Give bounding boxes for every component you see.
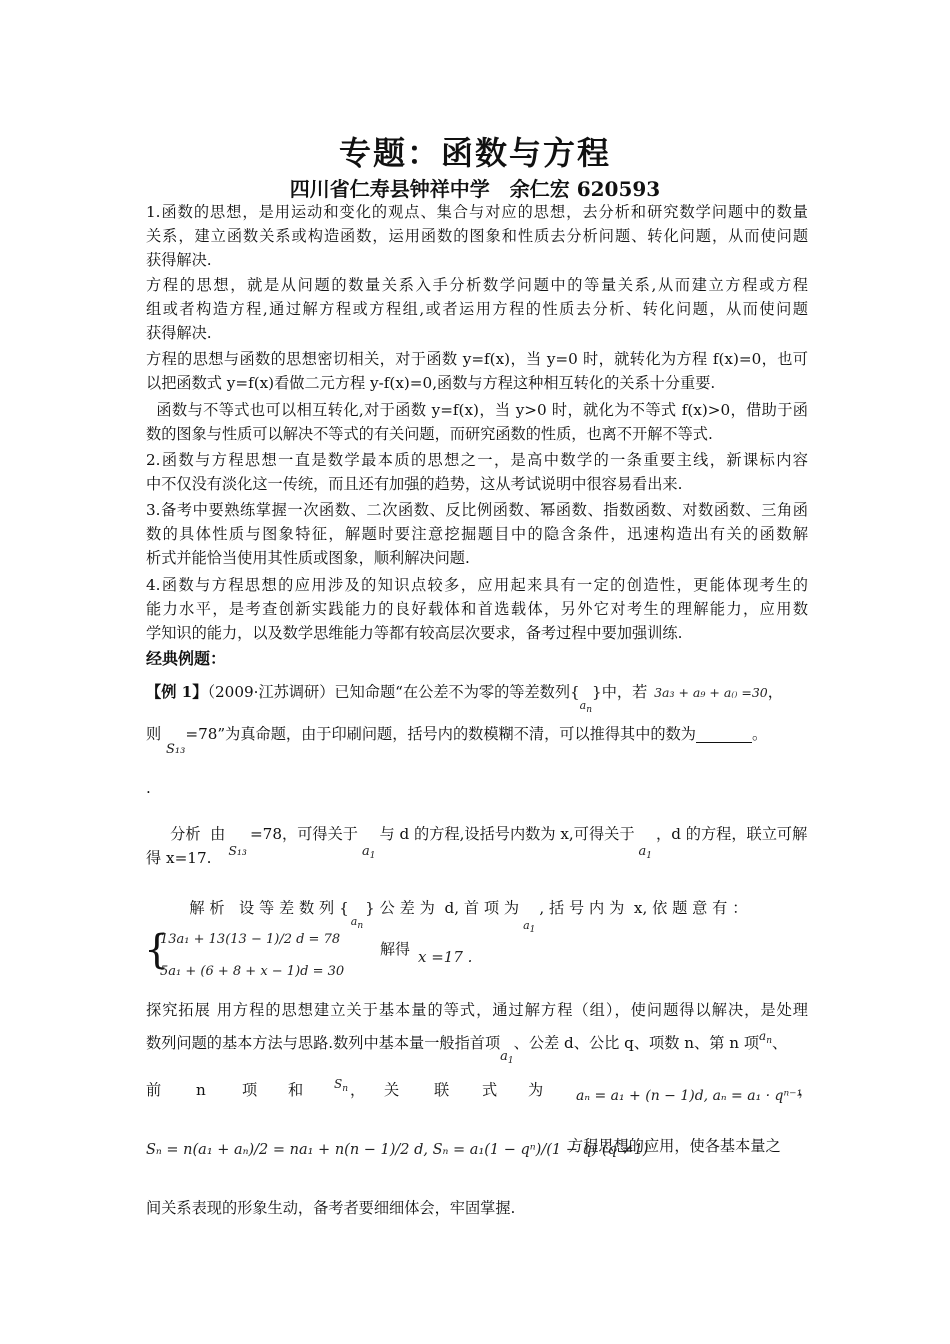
first-term-a1: a1 xyxy=(523,919,536,935)
paragraph-line: 数的图象与性质可以解决不等式的有关问题，而研究函数的性质，也离不开解不等式. xyxy=(146,425,713,443)
sum-formulas: Sₙ = n(a₁ + aₙ)/2 = na₁ + n(n − 1)/2 d, Sₙ = a₁(1 − qⁿ)/(1 − q) (q ≠1) xyxy=(146,1142,649,1158)
explore-text: 式 xyxy=(482,1081,498,1099)
explore-text: 、 xyxy=(772,1034,788,1052)
explore-line-2 xyxy=(146,1024,808,1066)
author-line: 四川省仁寿县钟祥中学 余仁宏 620593 xyxy=(289,177,661,201)
solution-line xyxy=(146,872,808,935)
first-term-a1: $a_1$ xyxy=(500,1049,514,1066)
solve-label: 解得 xyxy=(380,940,411,958)
system-row-2: 5a₁ + (6 + 8 + x − 1)d = 30 xyxy=(160,964,345,979)
sum-s13: S₁₃ xyxy=(166,742,186,757)
paragraph-line: 函数与不等式也可以相互转化,对于函数 y=f(x)，当 y>0 时，就化为不等式 f(x)>0，借助于函 xyxy=(146,401,808,419)
first-term-a1: $a_1$ xyxy=(361,844,376,861)
explore-text: 前 xyxy=(146,1081,162,1099)
example-1-line-1 xyxy=(146,680,808,714)
solution-text: , 括 号 内 为 x, 依 题 意 有 ： xyxy=(539,899,748,917)
paragraph-line: 2.函数与方程思想一直是数学最本质的思想之一，是高中数学的一条重要主线，新课标内容 xyxy=(146,451,808,469)
analysis-text: 分析 由 xyxy=(165,825,226,843)
analysis-text: =78，可得关于 xyxy=(249,825,358,843)
explore-text: 和 xyxy=(288,1081,304,1099)
equation-system xyxy=(146,928,546,984)
explore-text: 、公差 d、公比 q、项数 n、第 n 项 xyxy=(513,1034,760,1052)
explore-text: 联 xyxy=(434,1081,450,1099)
paragraph-line: 获得解决. xyxy=(146,251,212,269)
paragraph-line: 以把函数式 y=f(x)看做二元方程 y-f(x)=0,函数与方程这种相互转化的关系十分重要. xyxy=(146,374,716,392)
example-text: ， xyxy=(767,683,783,701)
explore-text: 项 xyxy=(242,1081,258,1099)
analysis-text: ，d 的方程，联立可解 xyxy=(656,825,808,843)
paragraph-line: 组或者构造方程,通过解方程或方程组,或者运用方程的性质去分析、转化问题，从而使问题 xyxy=(146,300,808,318)
paragraph-line: 4.函数与方程思想的应用涉及的知识点较多，应用起来具有一定的创造性，更能体现考生的 xyxy=(146,576,808,594)
paragraph-line: 析式并能恰当使用其性质或图象，顺利解决问题. xyxy=(146,549,470,567)
example-tag: 【例 1】 xyxy=(146,683,208,701)
section-heading: 经典例题： xyxy=(146,649,227,668)
paragraph-line: 3.备考中要熟练掌握一次函数、二次函数、反比例函数、幂函数、指数函数、对数函数、三角函 xyxy=(146,501,808,519)
sum-sn: $S_n$ xyxy=(334,1077,349,1094)
example-text: （2009·江苏调研）已知命题“在公差不为零的等差数列{ xyxy=(207,683,580,701)
explore-text: n xyxy=(196,1081,206,1099)
analysis-line-2: 得 x=17. xyxy=(146,849,212,867)
solution-result: x =17 . xyxy=(418,948,473,966)
solution-text: } 公 差 为 d, 首 项 为 xyxy=(365,899,520,917)
condition-equation: 3a₃ + a₉ + a₍₎ =30 xyxy=(654,685,768,700)
explore-line-1: 探究拓展 用方程的思想建立关于基本量的等式，通过解方程（组），使问题得以解决，是处理 xyxy=(146,1001,808,1019)
example-text: =78”为真命题，由于印刷问题，括号内的数模糊不清，可以推得其中的数为 xyxy=(185,725,696,743)
paragraph-line: 中不仅没有淡化这一传统，而且还有加强的趋势，这从考试说明中很容易看出来. xyxy=(146,475,683,493)
example-text: }中，若 xyxy=(592,683,648,701)
explore-line-4 xyxy=(146,1132,808,1182)
example-text: 则 xyxy=(146,725,162,743)
stray-dot: . xyxy=(146,779,151,797)
paragraph-line: 数的具体性质与图象特征，解题时要注意挖掘题目中的隐含条件，迅速构造出有关的函数解 xyxy=(146,525,808,543)
analysis-text: 与 d 的方程,设括号内数为 x,可得关于 xyxy=(379,825,635,843)
system-brace: { xyxy=(144,927,170,973)
explore-text: 关 xyxy=(384,1081,400,1099)
explore-text: 方程思想的应用，使各基本量之 xyxy=(568,1137,781,1155)
solution-text: 解 析 设 等 差 数 列 { xyxy=(189,899,349,917)
page-title: 专题：函数与方程 xyxy=(338,134,611,172)
paragraph-line: 获得解决. xyxy=(146,324,212,342)
paragraph-line: 方程的思想，就是从问题的数量关系入手分析数学问题中的等量关系,从而建立方程或方程 xyxy=(146,276,808,294)
example-text: 。 xyxy=(752,725,768,743)
paragraph-line: 方程的思想与函数的思想密切相关，对于函数 y=f(x)，当 y=0 时，就转化为方程 f(x)=0，也可 xyxy=(146,350,808,368)
explore-text: ， xyxy=(798,1081,814,1099)
sum-s13: S₁₃ xyxy=(228,843,247,858)
paragraph-line: 关系，建立函数关系或构造函数，运用函数的图象和性质去分析问题、转化问题，从而使问题 xyxy=(146,227,808,245)
explore-text: ， xyxy=(350,1081,366,1099)
nth-term-an: an xyxy=(759,1029,772,1046)
explore-text: 为 xyxy=(528,1081,544,1099)
term-formulas: aₙ = a₁ + (n − 1)d, aₙ = a₁ · qⁿ⁻¹ xyxy=(576,1088,803,1104)
explore-text: 数列问题的基本方法与思路.数列中基本量一般指首项 xyxy=(146,1034,501,1052)
sequence-an: an xyxy=(350,915,364,931)
answer-blank xyxy=(696,724,752,743)
explore-line-3 xyxy=(146,1077,814,1118)
example-1-line-2 xyxy=(146,722,808,758)
sequence-an: an xyxy=(579,699,593,715)
first-term-a1: $a_1$ xyxy=(638,844,653,861)
explore-line-5: 间关系表现的形象生动，备考者要细细体会，牢固掌握. xyxy=(146,1199,516,1217)
system-row-1: 13a₁ + 13(13 − 1)/2 d = 78 xyxy=(160,932,341,947)
paragraph-line: 能力水平，是考查创新实践能力的良好载体和首选载体，另外它对考生的理解能力，应用数 xyxy=(146,600,808,618)
paragraph-line: 学知识的能力，以及数学思维能力等都有较高层次要求，备考过程中要加强训练. xyxy=(146,624,683,642)
paragraph-line: 1.函数的思想，是用运动和变化的观点、集合与对应的思想，去分析和研究数学问题中的数量 xyxy=(146,203,808,221)
